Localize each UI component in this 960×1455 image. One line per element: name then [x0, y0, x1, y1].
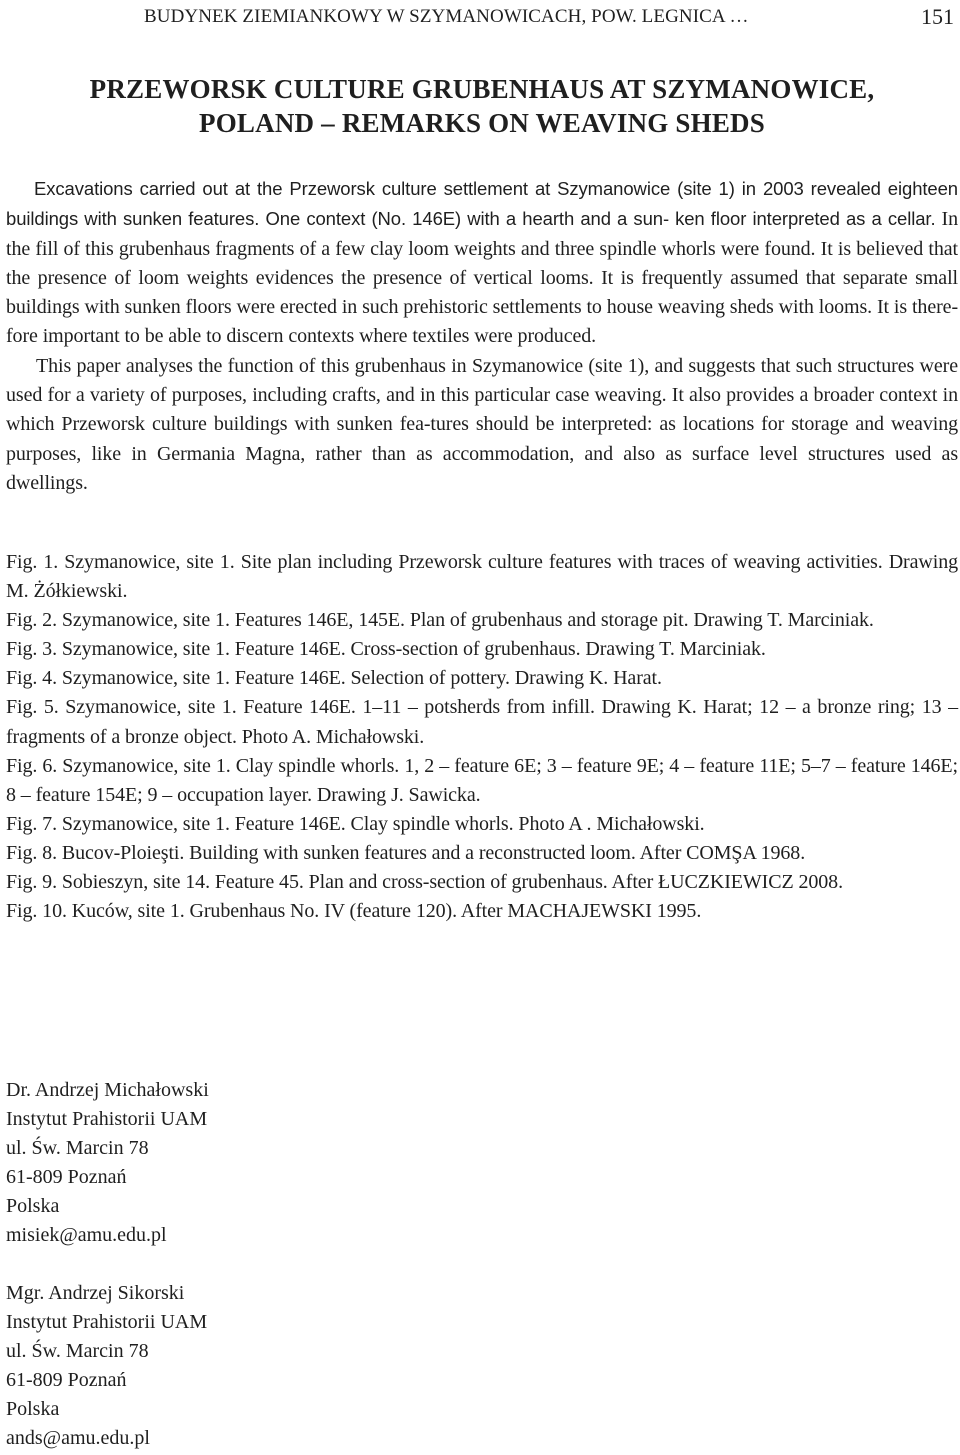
running-title: BUDYNEK ZIEMIANKOWY W SZYMANOWICACH, POW. LEGNICA …	[144, 6, 749, 27]
author-street: ul. Św. Marcin 78	[6, 1340, 149, 1362]
figure-caption: Fig. 8. Bucov-Ploieşti. Building with sunken features and a reconstructed loom. After COMŞA 1968.	[6, 841, 806, 864]
article-title	[6, 72, 958, 140]
abstract-paragraph-2: This paper analyses the function of this grubenhaus in Szymanowice (site 1), and suggests that such structures were used for a variety of purposes, including crafts, and in this particular case weaving. It also provides a broader context in which Przeworsk culture buildings with sunken fea-tures should be interpreted: as locations for storage and weaving purposes, like in Germania Magna, rather than as accommodation, and also as surface level structures used as dwellings.	[6, 354, 958, 494]
author-country: Polska	[6, 1195, 60, 1217]
author-email: misiek@amu.edu.pl	[6, 1224, 167, 1246]
figure-caption: Fig. 3. Szymanowice, site 1. Feature 146E. Cross-section of grubenhaus. Drawing T. Marciniak.	[6, 638, 766, 661]
figure-caption: Fig. 1. Szymanowice, site 1. Site plan including Przeworsk culture features with traces of weaving activities. Drawing M. Żółkiewski.	[6, 551, 958, 603]
figure-caption: Fig. 7. Szymanowice, site 1. Feature 146E. Clay spindle whorls. Photo A . Michałowski.	[6, 812, 705, 835]
figure-caption: Fig. 2. Szymanowice, site 1. Features 146E, 145E. Plan of grubenhaus and storage pit. Drawing T. Marciniak.	[6, 609, 874, 632]
author-email: ands@amu.edu.pl	[6, 1427, 150, 1449]
abstract-sans-text-2: ken floor interpreted as a cellar.	[675, 208, 936, 230]
page-number: 151	[921, 4, 954, 29]
author-street: ul. Św. Marcin 78	[6, 1137, 149, 1159]
abstract-sans-text: Excavations carried out at the Przeworsk culture settlement at Szymanowice (site 1) in 2003 revealed eighteen buildings with sunken features. One context (No. 146E) with a hearth and a sun-	[6, 178, 958, 230]
figure-caption: Fig. 9. Sobieszyn, site 14. Feature 45. Plan and cross-section of grubenhaus. After ŁUCZKIEWICZ 2008.	[6, 871, 843, 894]
figure-caption: Fig. 4. Szymanowice, site 1. Feature 146E. Selection of pottery. Drawing K. Harat.	[6, 667, 662, 690]
author-country: Polska	[6, 1398, 60, 1420]
author-address-2	[6, 1279, 406, 1453]
author-name: Dr. Andrzej Michałowski	[6, 1079, 209, 1101]
abstract-paragraph-1	[6, 174, 958, 352]
abstract	[6, 174, 958, 498]
author-institute: Instytut Prahistorii UAM	[6, 1108, 208, 1130]
author-city: 61-809 Poznań	[6, 1166, 127, 1188]
figure-caption: Fig. 10. Kuców, site 1. Grubenhaus No. IV (feature 120). After MACHAJEWSKI 1995.	[6, 900, 702, 923]
author-name: Mgr. Andrzej Sikorski	[6, 1282, 185, 1304]
figure-caption: Fig. 6. Szymanowice, site 1. Clay spindle whorls. 1, 2 – feature 6E; 3 – feature 9E; 4 – feature 11E; 5–7 – feature 146E; 8 – feature 154E; 9 – occupation layer. Drawing J. Sawicka.	[6, 754, 958, 806]
article-title-line-1: PRZEWORSK CULTURE GRUBENHAUS AT SZYMANOWICE,	[89, 74, 875, 104]
figure-caption: Fig. 5. Szymanowice, site 1. Feature 146E. 1–11 – potsherds from infill. Drawing K. Harat; 12 – a bronze ring; 13 – fragments of a bronze object. Photo A. Michałowski.	[6, 696, 958, 748]
abstract-serif-text: In the fill of this grubenhaus fragments of a few clay loom weights and three spindle whorls were found. It is believed that the presence of loom weights evidences the presence of vertical looms. It is frequently assumed that separate small buildings with sunken floors were erected in such prehistoric settlements to house weaving sheds with looms. It is there-fore important to be able to discern contexts where textiles were produced.	[6, 208, 959, 348]
author-city: 61-809 Poznań	[6, 1369, 127, 1391]
figure-captions	[6, 548, 958, 926]
author-institute: Instytut Prahistorii UAM	[6, 1311, 208, 1333]
running-head	[6, 4, 958, 28]
author-address-1	[6, 1076, 406, 1250]
article-title-line-2: POLAND – REMARKS ON WEAVING SHEDS	[199, 108, 765, 138]
